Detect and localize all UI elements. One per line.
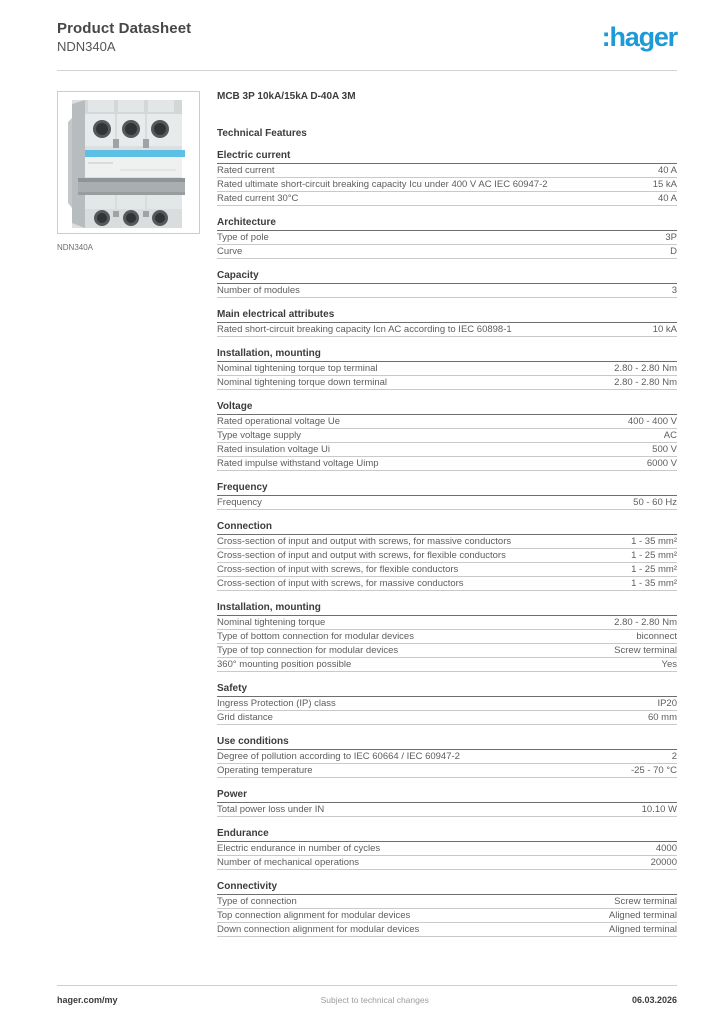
spec-row [217, 362, 677, 376]
spec-row [217, 245, 677, 259]
spec-label: Cross-section of input and output with screws, for flexible conductors [217, 550, 506, 561]
spec-label: Cross-section of input with screws, for flexible conductors [217, 564, 459, 575]
spec-value: 2.80 - 2.80 Nm [614, 617, 677, 628]
product-reference: NDN340A [57, 39, 116, 54]
spec-value: 50 - 60 Hz [633, 497, 677, 508]
spec-value: 10 kA [652, 324, 677, 335]
section-heading: Voltage [217, 401, 677, 415]
spec-value: IP20 [657, 698, 677, 709]
spec-row [217, 457, 677, 471]
section-heading: Electric current [217, 150, 677, 164]
spec-label: Curve [217, 246, 243, 257]
spec-value: 20000 [650, 857, 677, 868]
spec-label: Grid distance [217, 712, 273, 723]
spec-section [217, 309, 677, 337]
spec-value: 3P [665, 232, 677, 243]
spec-value: 1 - 35 mm² [631, 578, 677, 589]
spec-section [217, 150, 677, 206]
spec-row [217, 764, 677, 778]
spec-value: Yes [661, 659, 677, 670]
spec-section [217, 602, 677, 672]
spec-row [217, 549, 677, 563]
section-heading: Endurance [217, 828, 677, 842]
spec-value: D [670, 246, 677, 257]
spec-value: 15 kA [652, 179, 677, 190]
spec-row [217, 577, 677, 591]
spec-value: AC [663, 430, 677, 441]
spec-label: Degree of pollution according to IEC 60664 / IEC 60947-2 [217, 751, 460, 762]
spec-label: Number of modules [217, 285, 300, 296]
spec-label: Type of bottom connection for modular devices [217, 631, 414, 642]
spec-section [217, 828, 677, 870]
spec-value: 400 - 400 V [627, 416, 677, 427]
spec-label: Type of connection [217, 896, 297, 907]
spec-section [217, 217, 677, 259]
spec-value: 2 [671, 751, 677, 762]
content [57, 91, 677, 937]
product-image [57, 91, 200, 234]
section-heading: Connection [217, 521, 677, 535]
spec-row [217, 429, 677, 443]
spec-section [217, 683, 677, 725]
spec-label: Nominal tightening torque down terminal [217, 377, 388, 388]
footer-date: 06.03.2026 [631, 995, 677, 1005]
spec-value: Screw terminal [614, 896, 677, 907]
spec-value: 500 V [652, 444, 677, 455]
spec-label: Rated operational voltage Ue [217, 416, 341, 427]
spec-row [217, 192, 677, 206]
section-heading: Installation, mounting [217, 602, 677, 616]
spec-label: Rated current [217, 165, 275, 176]
spec-row [217, 909, 677, 923]
section-heading: Capacity [217, 270, 677, 284]
spec-label: Total power loss under IN [217, 804, 325, 815]
section-heading: Main electrical attributes [217, 309, 677, 323]
product-name: MCB 3P 10kA/15kA D-40A 3M [217, 91, 356, 102]
spec-row [217, 496, 677, 510]
spec-row [217, 856, 677, 870]
spec-section [217, 482, 677, 510]
spec-label: Cross-section of input and output with screws, for massive conductors [217, 536, 512, 547]
circuit-breaker-illustration [58, 92, 199, 233]
spec-value: Screw terminal [614, 645, 677, 656]
section-heading: Architecture [217, 217, 677, 231]
spec-label: Type of pole [217, 232, 269, 243]
spec-row [217, 443, 677, 457]
spec-section [217, 521, 677, 591]
header [57, 20, 677, 54]
spec-row [217, 711, 677, 725]
spec-section [217, 881, 677, 937]
header-titles [57, 20, 191, 54]
spec-sections [217, 150, 677, 937]
technical-features-heading: Technical Features [217, 128, 307, 139]
spec-value: 1 - 25 mm² [631, 550, 677, 561]
spec-section [217, 348, 677, 390]
spec-label: Type voltage supply [217, 430, 301, 441]
spec-value: biconnect [636, 631, 677, 642]
spec-label: Rated ultimate short-circuit breaking capacity Icu under 400 V AC IEC 60947-2 [217, 179, 548, 190]
spec-row [217, 750, 677, 764]
spec-value: 4000 [655, 843, 677, 854]
spec-row [217, 178, 677, 192]
spec-label: Down connection alignment for modular devices [217, 924, 420, 935]
spec-value: 2.80 - 2.80 Nm [614, 363, 677, 374]
spec-value: 60 mm [647, 712, 677, 723]
spec-row [217, 630, 677, 644]
hager-logo: :hager [601, 22, 677, 52]
spec-label: Electric endurance in number of cycles [217, 843, 381, 854]
section-heading: Use conditions [217, 736, 677, 750]
section-heading: Safety [217, 683, 677, 697]
spec-value: Aligned terminal [608, 924, 677, 935]
spec-label: Number of mechanical operations [217, 857, 360, 868]
spec-value: Aligned terminal [608, 910, 677, 921]
spec-label: 360° mounting position possible [217, 659, 352, 670]
spec-label: Top connection alignment for modular devices [217, 910, 411, 921]
page-title: Product Datasheet [57, 20, 192, 37]
product-image-column [57, 91, 217, 937]
spec-label: Cross-section of input with screws, for massive conductors [217, 578, 464, 589]
product-image-caption: NDN340A [57, 243, 94, 252]
spec-label: Rated impulse withstand voltage Uimp [217, 458, 379, 469]
spec-section [217, 270, 677, 298]
spec-row [217, 895, 677, 909]
spec-label: Rated current 30°C [217, 193, 299, 204]
spec-value: 1 - 25 mm² [631, 564, 677, 575]
spec-label: Frequency [217, 497, 262, 508]
header-divider [57, 70, 677, 71]
spec-row [217, 842, 677, 856]
spec-row [217, 535, 677, 549]
footer-divider [57, 985, 677, 986]
section-heading: Power [217, 789, 677, 803]
section-heading: Installation, mounting [217, 348, 677, 362]
spec-label: Rated insulation voltage Ui [217, 444, 331, 455]
spec-row [217, 164, 677, 178]
spec-value: 1 - 35 mm² [631, 536, 677, 547]
spec-value: 3 [671, 285, 677, 296]
spec-value: -25 - 70 °C [630, 765, 677, 776]
section-heading: Frequency [217, 482, 677, 496]
spec-row [217, 644, 677, 658]
spec-label: Nominal tightening torque [217, 617, 326, 628]
spec-value: 40 A [657, 165, 677, 176]
spec-label: Type of top connection for modular devices [217, 645, 399, 656]
spec-section [217, 736, 677, 778]
spec-row [217, 563, 677, 577]
section-heading: Connectivity [217, 881, 677, 895]
footer-website-link[interactable]: hager.com/my [57, 995, 118, 1005]
spec-row [217, 658, 677, 672]
footer-row [57, 995, 677, 1005]
spec-row [217, 323, 677, 337]
spec-row [217, 284, 677, 298]
spec-section [217, 789, 677, 817]
spec-row [217, 697, 677, 711]
spec-label: Nominal tightening torque top terminal [217, 363, 378, 374]
spec-label: Operating temperature [217, 765, 313, 776]
technical-data-column [217, 91, 677, 937]
spec-value: 2.80 - 2.80 Nm [614, 377, 677, 388]
footer-disclaimer: Subject to technical changes [320, 995, 429, 1005]
spec-label: Ingress Protection (IP) class [217, 698, 336, 709]
spec-section [217, 401, 677, 471]
footer [57, 985, 677, 1005]
spec-value: 10.10 W [641, 804, 677, 815]
spec-value: 40 A [657, 193, 677, 204]
spec-value: 6000 V [646, 458, 677, 469]
spec-label: Rated short-circuit breaking capacity Icn AC according to IEC 60898-1 [217, 324, 512, 335]
spec-row [217, 231, 677, 245]
spec-row [217, 923, 677, 937]
spec-row [217, 616, 677, 630]
spec-row [217, 803, 677, 817]
spec-row [217, 376, 677, 390]
spec-row [217, 415, 677, 429]
